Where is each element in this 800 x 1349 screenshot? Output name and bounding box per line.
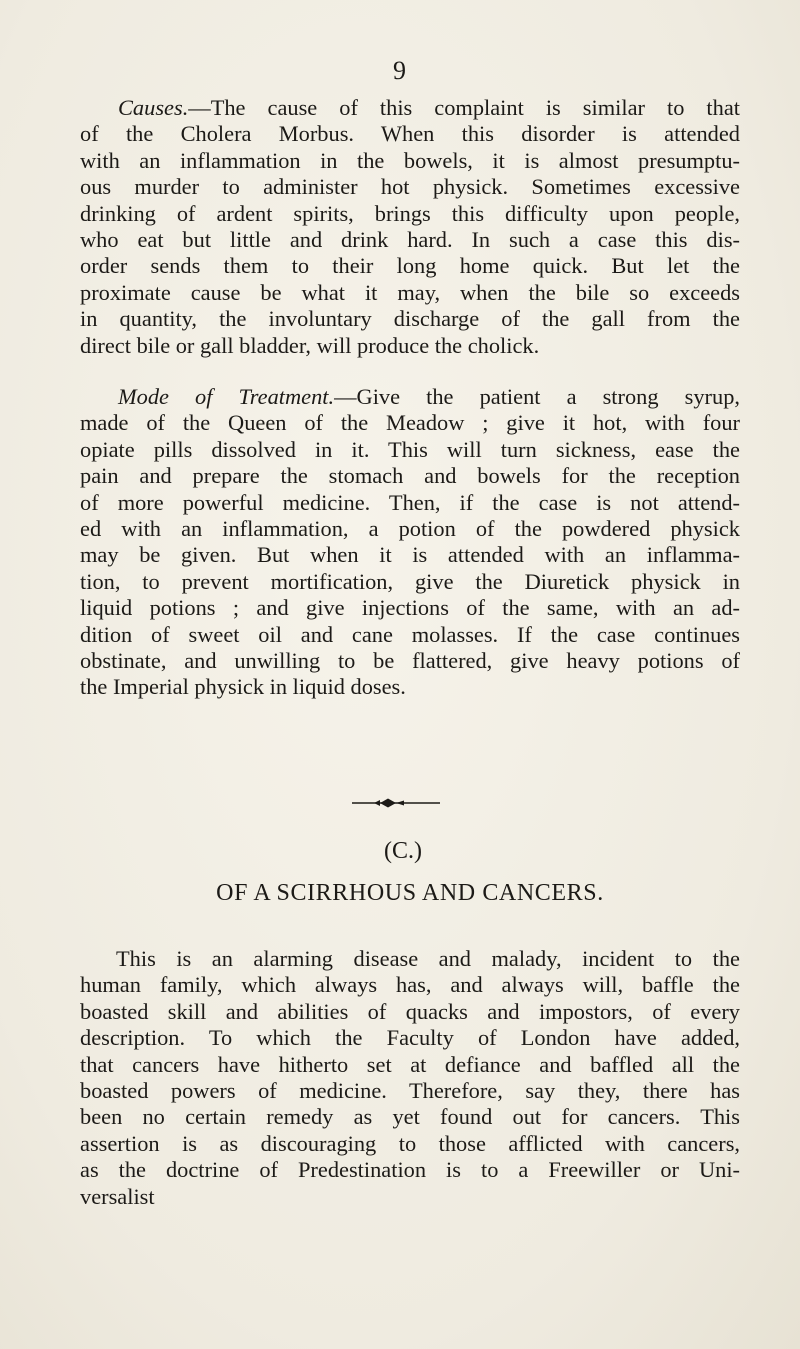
cancers-line: human family, which always has, and always will, baffle the	[80, 972, 740, 998]
causes-line: drinking of ardent spirits, brings this difficulty upon people,	[80, 200, 740, 226]
cancers-line: that cancers have hitherto set at defiance and baffled all the	[80, 1051, 740, 1077]
section-title: OF A SCIRRHOUS AND CANCERS.	[216, 880, 604, 906]
causes-line-1	[80, 95, 740, 121]
treatment-paragraph	[80, 384, 740, 701]
causes-heading: Causes.	[118, 95, 189, 120]
section-mark: (C.)	[384, 838, 422, 864]
treatment-line: may be given. But when it is attended with an inflamma-	[80, 542, 740, 568]
ornament-divider	[350, 796, 442, 810]
treatment-line: made of the Queen of the Meadow ; give it hot, with four	[80, 410, 740, 436]
causes-line: direct bile or gall bladder, will produce the cholick.	[80, 332, 540, 358]
treatment-line: dition of sweet oil and cane molasses. If the case continues	[80, 621, 740, 647]
cancers-line: This is an alarming disease and malady, incident to the	[116, 946, 740, 971]
page-number: 9	[393, 56, 407, 85]
cancers-line: boasted powers of medicine. Therefore, say they, there has	[80, 1078, 740, 1104]
treatment-line-text: —Give the patient a strong syrup,	[334, 384, 740, 409]
treatment-line: liquid potions ; and give injections of the same, with an ad-	[80, 595, 740, 621]
treatment-line: the Imperial physick in liquid doses.	[80, 674, 406, 700]
causes-line: order sends them to their long home quick. But let the	[80, 253, 740, 279]
causes-line: proximate cause be what it may, when the bile so exceeds	[80, 279, 740, 305]
cancers-line: versalist	[80, 1183, 155, 1209]
causes-paragraph	[80, 95, 740, 359]
cancers-line: assertion is as discouraging to those afflicted with cancers,	[80, 1130, 740, 1156]
treatment-line: obstinate, and unwilling to be flattered, give heavy potions of	[80, 648, 740, 674]
causes-line: ous murder to administer hot physick. Sometimes excessive	[80, 174, 740, 200]
causes-line: of the Cholera Morbus. When this disorder is attended	[80, 121, 740, 147]
treatment-line: opiate pills dissolved in it. This will turn sickness, ease the	[80, 436, 740, 462]
causes-line: with an inflammation in the bowels, it is almost presumptu-	[80, 147, 740, 173]
treatment-heading: Mode of Treatment.	[118, 384, 335, 409]
treatment-line: ed with an inflammation, a potion of the powdered physick	[80, 516, 740, 542]
treatment-line: of more powerful medicine. Then, if the case is not attend-	[80, 489, 740, 515]
causes-line-text: —The cause of this complaint is similar to that	[188, 95, 740, 120]
treatment-line-1	[80, 384, 740, 410]
causes-line: who eat but little and drink hard. In such a case this dis-	[80, 227, 740, 253]
causes-line: in quantity, the involuntary discharge of the gall from the	[80, 306, 740, 332]
treatment-line: tion, to prevent mortification, give the Diuretick physick in	[80, 568, 740, 594]
cancers-line: boasted skill and abilities of quacks and impostors, of every	[80, 998, 740, 1024]
cancers-paragraph	[80, 946, 740, 1210]
cancers-line: been no certain remedy as yet found out for cancers. This	[80, 1104, 740, 1130]
treatment-line: pain and prepare the stomach and bowels for the reception	[80, 463, 740, 489]
cancers-line: description. To which the Faculty of London have added,	[80, 1025, 740, 1051]
cancers-line: as the doctrine of Predestination is to a Freewiller or Uni-	[80, 1157, 740, 1183]
